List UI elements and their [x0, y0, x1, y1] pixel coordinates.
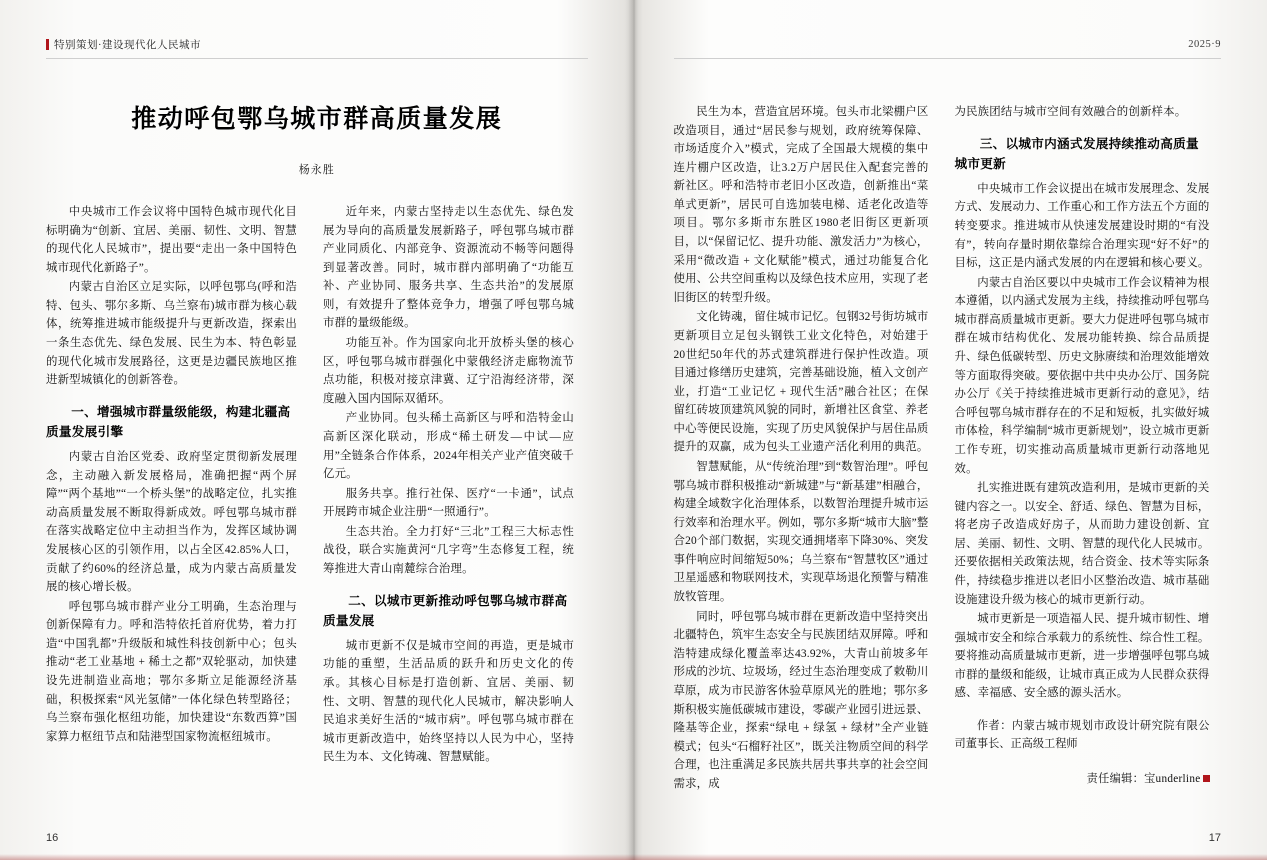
paragraph: 文化铸魂，留住城市记忆。包钢32号街坊城市更新项目立足包头钢铁工业文化特色，对始建于20世纪50年代的苏式建筑群进行保护性改造。项目通过修缮历史建筑，完善基础设施，植入文创产业，打造“工业记忆 + 现代生活”融合社区；在保留红砖坡顶建筑风貌的同时，新增社区食堂、养老中心等便民设施，实现了历史风貌保护与居住品质提升的双赢，成为包头工业遗产活化利用的典范。 [673, 311, 929, 454]
paragraph: 内蒙古自治区立足实际，以呼包鄂乌(呼和浩特、包头、鄂尔多斯、乌兰察布)城市群为核心载体，统筹推进城市能级提升与更新改造，探索出一条生态优先、绿色发展、民生为本、特色彰显的现代化城市发展路径，这更是边疆民族地区推进新型城镇化的创新答卷。 [46, 281, 297, 387]
page-number-right: 17 [1208, 832, 1221, 844]
paragraph: 呼包鄂乌城市群产业分工明确，生态治理与创新保障有力。呼和浩特依托首府优势，着力打造“中国乳都”升级版和城性科技创新中心；包头推动“老工业基地 + 稀土之都”双轮驱动，加快建设先进制造业高地；鄂尔多斯立足能源经济基础，积极探索“风光氢储”一体化绿色转型路径；乌兰察布强化枢纽功能，加快建设“东数西算”国家算力枢纽节点和陆港型国家物流枢纽城市。 [46, 600, 297, 743]
paragraph: 产业协同。包头稀土高新区与呼和浩特金山高新区深化联动，形成“稀土研发—中试—应用”全链条合作体系，2024年相关产业产值突破千亿元。 [323, 412, 574, 481]
column-3 [674, 103, 929, 794]
body-columns-left [46, 203, 588, 768]
page-header-right [674, 34, 1222, 54]
article-author: 杨永胜 [298, 164, 335, 176]
editor-end-mark [1203, 775, 1210, 782]
paragraph: 内蒙古自治区要以中央城市工作会议精神为根本遵循，以内涵式发展为主线，持续推动呼包鄂乌城市群高质量城市更新。要大力促进呼包鄂乌城市群在城市结构优化、发展功能转换、综合品质提升、绿色低碳转型、历史文脉赓续和治理效能增效等方面取得突破。要依据中共中央办公厅、国务院办公厅《关于持续推进城市更新行动的意见》，结合呼包鄂乌城市群存在的不足和短板，扎实做好城市体检，科学编制“城市更新规划”，设立城市更新工作专班，切实推动高质量城市更新行动落地见效。 [954, 276, 1210, 475]
section-heading-1: 一、增强城市群量级能级，构建北疆高质量发展引擎 [46, 404, 291, 439]
column-2 [323, 203, 574, 768]
paragraph: 近年来，内蒙古坚持走以生态优先、绿色发展为导向的高质量发展新路子，呼包鄂乌城市群产业同质化、内部竞争、资源流动不畅等问题得到显著改善。同时，城市群内部明确了“功能互补、产业协同、服务共享、生态共治”的发展原则，有效提升了整体竞争力，增强了呼包鄂乌城市群的量级能级。 [323, 206, 574, 330]
paragraph: 功能互补。作为国家向北开放桥头堡的核心区，呼包鄂乌城市群强化中蒙俄经济走廊物流节点功能，积极对接京津冀、辽宁沿海经济带，深度融入国内国际双循环。 [323, 337, 574, 405]
header-rule [674, 58, 1222, 59]
header-issue-label: 2025·9 [1188, 38, 1221, 50]
paragraph: 服务共享。推行社保、医疗“一卡通”，试点开展跨市城企业注册“一照通行”。 [323, 487, 574, 519]
header-accent-bar [46, 39, 49, 50]
header-rule [46, 58, 588, 59]
page-right [634, 0, 1267, 860]
paragraph: 扎实推进既有建筑改造利用，是城市更新的关键内容之一。以安全、舒适、绿色、智慧为目标，将老房子改造成好房子，从而助力建设创新、宜居、美丽、韧性、文明、智慧的现代化人民城市。还要依据相关政策法规，结合资金、技术等实际条件，持续稳步推进以老旧小区整治改造、城市基础设施建设升级为核心的城市更新行动。 [954, 482, 1210, 606]
paragraph: 生态共治。全力打好“三北”工程三大标志性战役，联合实施黄河“几字弯”生态修复工程，统筹推进大青山南麓综合治理。 [323, 525, 574, 575]
paragraph: 同时，呼包鄂乌城市群在更新改造中坚持突出北疆特色，筑牢生态安全与民族团结双屏障。呼和浩特建成绿化覆盖率达43.92%，大青山前坡多年形成的沙坑、垃圾场，经过生态治理变成了敕勒川草原，成为市民游客休验草原风光的胜地；鄂尔多斯积极实施低碳城市建设，零碳产业园引进远景、隆基等企业，探索“绿电 + 绿氢 + 绿材”全产业链模式；包头“石榴籽社区”，既关注物质空间的科学合理，也注重满足多民族共居共事共享的社会空间需求，成 [673, 610, 929, 790]
page-title: 推动呼包鄂乌城市群高质量发展 [131, 105, 503, 133]
page-header-left [46, 34, 588, 54]
paragraph: 城市更新是一项造福人民、提升城市韧性、增强城市安全和综合承载力的系统性、综合性工程。要将推动高质量城市更新，进一步增强呼包鄂乌城市群的量级和能级，让城市真正成为人民群众获得感、幸福感、安全感的源头活水。 [954, 613, 1210, 700]
section-heading-2: 二、以城市更新推动呼包鄂乌城市群高质量发展 [323, 593, 568, 628]
section-heading-3: 三、以城市内涵式发展持续推动高质量城市更新 [954, 136, 1199, 171]
paragraph: 内蒙古自治区党委、政府坚定贯彻新发展理念，主动融入新发展格局，准确把握“两个屏障”“两个基地”“一个桥头堡”的战略定位，扎实推动高质量发展不断取得新成效。呼包鄂乌城市群在落实战略定位中主动担当作为，发挥区域协调发展核心区的引领作用，以占全区42.85%人口，贡献了约60%的经济总量，成为内蒙古高质量发展的核心增长极。 [46, 451, 297, 594]
body-columns-right [674, 103, 1222, 794]
header-section-label: 特别策划·建设现代化人民城市 [54, 39, 201, 51]
page-bottom-edge [0, 854, 1267, 860]
paragraph: 智慧赋能，从“传统治理”到“数智治理”。呼包鄂乌城市群积极推动“新城建”与“新基建”相融合，构建全域数字化治理体系，以数智治理提升城市运行效率和治理水平。例如，鄂尔多斯“城市大脑”整合20个部门数据，实现交通拥堵率下降30%、突发事件响应时间缩短50%；乌兰察布“智慧牧区”通过卫星遥感和物联网技术，实现草场退化预警与精准放牧管理。 [673, 460, 929, 604]
paragraph: 中央城市工作会议提出在城市发展理念、发展方式、发展动力、工作重心和工作方法五个方面的转变要求。推进城市从快速发展建设时期的“有没有”，转向存量时期依靠综合治理实现“好不好”的目标，这正是内涵式发展的内在逻辑和核心要义。 [954, 182, 1210, 270]
column-1 [46, 203, 297, 768]
responsible-editor-text: 责任编辑：宝underline [1086, 772, 1201, 785]
paragraph: 为民族团结与城市空间有效融合的创新样本。 [954, 106, 1187, 118]
page-number-left: 16 [46, 832, 59, 844]
paragraph: 城市更新不仅是城市空间的再造，更是城市功能的重塑，生活品质的跃升和历史文化的传承。其核心目标是打造创新、宜居、美丽、韧性、文明、智慧的现代化人民城市，解决影响人民追求美好生活的“城市病”。呼包鄂乌城市群在城市更新改造中，始终坚持以人民为中心，坚持民生为本、文化铸魂、智慧赋能。 [323, 639, 574, 764]
column-4 [955, 103, 1210, 794]
paragraph: 民生为本，营造宜居环境。包头市北梁棚户区改造项目，通过“居民参与规划，政府统筹保障、市场适度介入”模式，完成了全国最大规模的集中连片棚户区改造，让3.2万户居民住入配套完善的新社区。呼和浩特市老旧小区改造，创新推出“菜单式更新”，居民可自选加装电梯、适老化改造等项目。鄂尔多斯市东胜区1980老旧街区更新项目，以“保留记忆、提升功能、激发活力”为核心，采用“微改造 + 文化赋能”模式，通过功能复合化使用、公共空间重构以及绿色技术应用，实现了老旧街区的转型升级。 [673, 106, 929, 304]
responsible-editor [955, 770, 1210, 786]
author-signature: 作者：内蒙古城市规划市政设计研究院有限公司董事长、正高级工程师 [954, 720, 1210, 751]
paragraph: 中央城市工作会议将中国特色城市现代化目标明确为“创新、宜居、美丽、韧性、文明、智慧的现代化人民城市”，提出要“走出一条中国特色城市现代化新路子”。 [46, 206, 297, 274]
